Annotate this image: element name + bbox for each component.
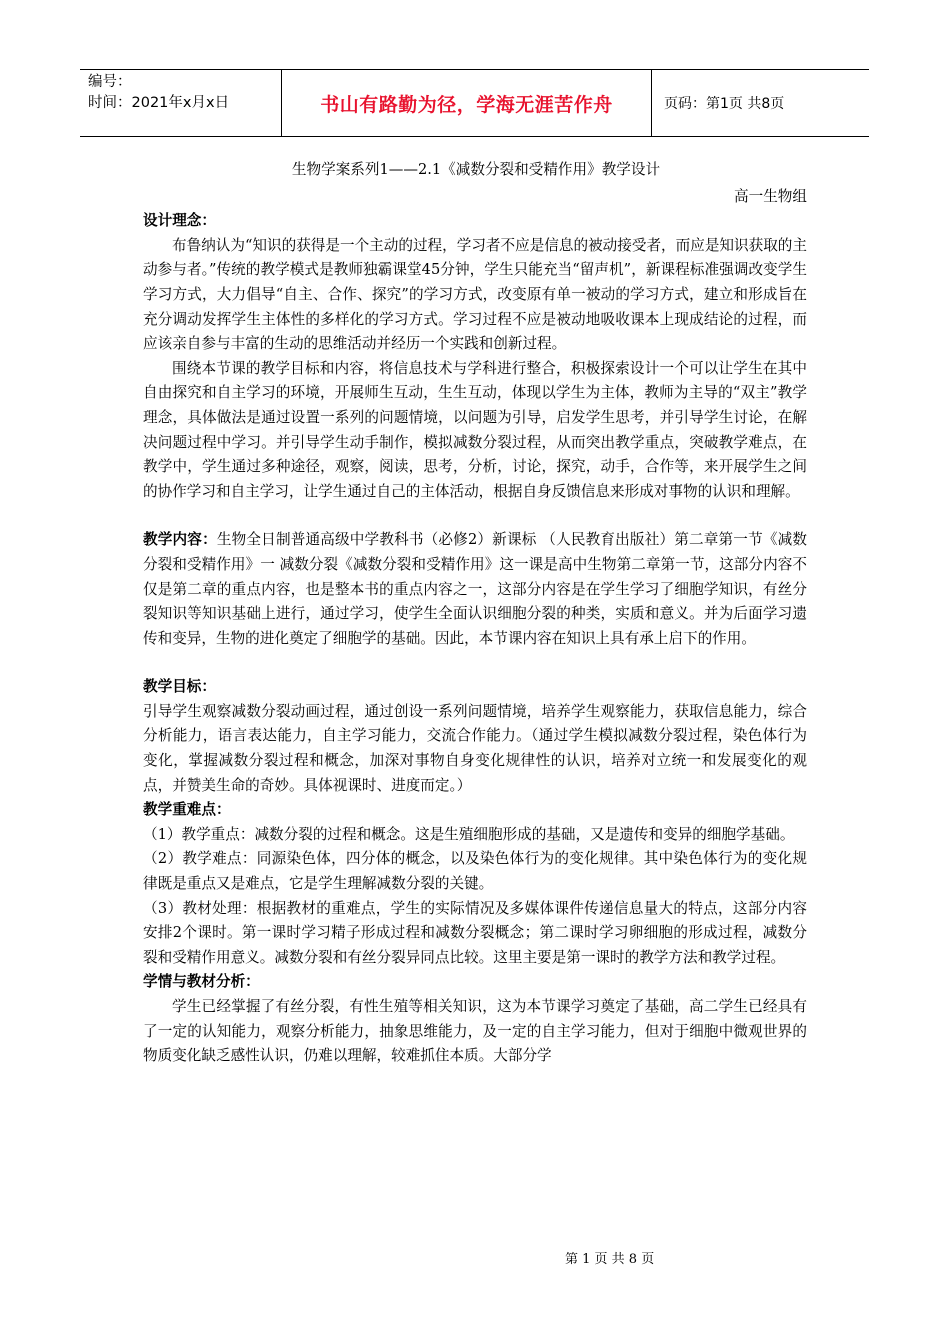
header-motto-cell	[281, 70, 652, 136]
keypoint-item-3: （3）教材处理：根据教材的重难点，学生的实际情况及多媒体课件传递信息量大的特点，这部分内容安排2个课时。第一课时学习精子形成过程和减数分裂概念；第二课时学习卵细胞的形成过程，减数分裂和受精作用意义。减数分裂和有丝分裂异同点比较。这里主要是第一课时的教学方法和教学过程。	[143, 899, 807, 966]
section-heading-concept: 设计理念：	[143, 212, 216, 230]
number-label: 编号：	[88, 74, 132, 90]
concept-paragraph-2: 围绕本节课的教学目标和内容，将信息技术与学科进行整合，积极探索设计一个可以让学生在其中自由探究和自主学习的环境，开展师生互动，生生互动，体现以学生为主体，教师为主导的“双主”教学理念，具体做法是通过设置一系列的问题情境，以问题为引导，启发学生思考，并引导学生讨论，在解决问题过程中学习。并引导学生动手制作，模拟减数分裂过程，从而突出教学重点，突破教学难点，在教学中，学生通过多种途径，观察，阅读，思考，分析，讨论，探究，动手，合作等，来开展学生之间的协作学习和自主学习，让学生通过自己的主体活动，根据自身反馈信息来形成对事物的认识和理解。	[143, 359, 807, 500]
keypoint-item-2: （2）教学难点：同源染色体，四分体的概念，以及染色体行为的变化规律。其中染色体行为的变化规律既是重点又是难点，它是学生理解减数分裂的关键。	[143, 850, 807, 893]
section-heading-content: 教学内容：	[143, 531, 217, 549]
motto-text: 书山有路勤为径，学海无涯苦作舟	[320, 93, 613, 116]
section-heading-keypoints: 教学重难点：	[143, 801, 231, 819]
content-text: 生物全日制普通高级中学教科书（必修2）新课标 （人民教育出版社）第二章第一节《减数分裂和受精作用》一 减数分裂《减数分裂和受精作用》这一课是高中生物第二章第一节，这部分内容不仅是第二章的重点内容，也是整本书的重点内容之一，这部分内容是在学生学习了细胞学知识，有丝分裂知识等知识基础上进行，通过学习，使学生全面认识细胞分裂的种类，实质和意义。并为后面学习遗传和变异，生物的进化奠定了细胞学的基础。因此，本节课内容在知识上具有承上启下的作用。	[143, 531, 807, 647]
time-label: 时间：2021年x月x日	[88, 95, 230, 111]
author-group: 高一生物组	[734, 187, 807, 205]
document-body	[143, 158, 807, 1069]
page-footer: 第 1 页 共 8 页	[565, 1252, 655, 1267]
keypoint-item-1: （1）教学重点：减数分裂的过程和概念。这是生殖细胞形成的基础，又是遗传和变异的细胞学基础。	[143, 825, 795, 843]
content-paragraph	[143, 528, 807, 651]
goals-text: 引导学生观察减数分裂动画过程，通过创设一系列问题情境，培养学生观察能力，获取信息能力，综合分析能力，语言表达能力，自主学习能力，交流合作能力。（通过学生模拟减数分裂过程，染色体行为变化，掌握减数分裂过程和概念，加深对事物自身变化规律性的认识，培养对立统一和发展变化的观点，并赞美生命的奇妙。具体视课时、进度而定。）	[143, 702, 807, 794]
document-title: 生物学案系列1——2.1《减数分裂和受精作用》教学设计	[291, 161, 661, 178]
section-heading-goals: 教学目标：	[143, 678, 216, 696]
section-heading-analysis: 学情与教材分析：	[143, 973, 260, 991]
header-meta	[80, 70, 281, 136]
header-table	[80, 69, 869, 137]
analysis-text: 学生已经掌握了有丝分裂，有性生殖等相关知识，这为本节课学习奠定了基础，高二学生已经具有了一定的认知能力，观察分析能力，抽象思维能力，及一定的自主学习能力，但对于细胞中微观世界的物质变化缺乏感性认识，仍难以理解，较难抓住本质。大部分学	[143, 998, 807, 1065]
header-page-info: 页码：第1页 共8页	[664, 96, 785, 112]
concept-paragraph-1: 布鲁纳认为“知识的获得是一个主动的过程，学习者不应是信息的被动接受者，而应是知识获取的主动参与者。”传统的教学模式是教师独霸课堂45分钟，学生只能充当“留声机”，新课程标准强调改变学生学习方式，大力倡导“自主、合作、探究”的学习方式，改变原有单一被动的学习方式，建立和形成旨在充分调动发挥学生主体性的多样化的学习方式。学习过程不应是被动地吸收课本上现成结论的过程，而应该亲自参与丰富的生动的思维活动并经历一个实践和创新过程。	[143, 236, 807, 353]
